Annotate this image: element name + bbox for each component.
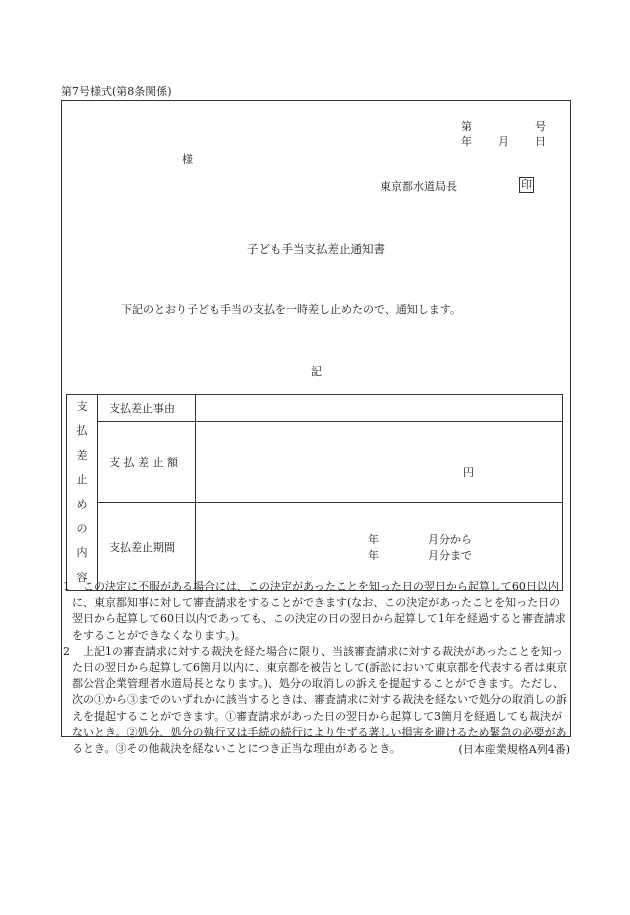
seal-text: 印 (521, 178, 532, 191)
seal-mark (519, 177, 534, 193)
number-prefix: 第 (461, 120, 472, 133)
date-month: 月 (498, 135, 509, 148)
notes-section (61, 579, 571, 757)
addressee-suffix: 様 (182, 153, 193, 166)
note-text: 上記1の審査請求に対する裁決を経た場合に限り、当該審査請求に対する裁決があったことを知った日の翌日から起算して6箇月以内に、東京都を被告として(訴訟において東京都を代表する者は東京都公営企業管理者水道局長となります。)、処分の取消しの訴えを提起することができます。ただし、次の①から③までのいずれかに該当するときは、審査請求に対する裁決を経ないで処分の取消しの訴えを提起することができます。①審査請求があった日の翌日から起算して3箇月を経過しても裁決がないとき。②処分、処分の執行又は手続の続行により生ずる著しい損害を避けるため緊急の必要があるとき。③その他裁決を経ないことにつき正当な理由があるとき。 (72, 644, 568, 756)
vertical-char: 内 (76, 546, 88, 560)
period-to-month: 月分まで (428, 549, 472, 563)
form-number-label: 第7号様式(第8条関係) (61, 85, 172, 98)
period-from-year: 年 (368, 533, 379, 547)
vertical-char: 容 (76, 570, 88, 584)
period-from-month: 月分から (428, 533, 472, 547)
vertical-label-cell (67, 395, 98, 591)
vertical-char: 差 (76, 448, 88, 462)
reason-label: 支払差止事由 (98, 395, 196, 422)
vertical-char: の (76, 522, 88, 536)
ki-label: 記 (311, 365, 322, 378)
vertical-char: 止 (76, 473, 88, 487)
note-number: 2 (63, 644, 70, 658)
note-number: 1 (63, 580, 70, 593)
document-title: 子ども手当支払差止通知書 (247, 242, 385, 256)
note-item (61, 579, 571, 644)
issuer-name: 東京都水道局長 (380, 180, 457, 193)
paper-size-note: (日本産業規格A列4番) (458, 743, 570, 756)
suspension-details-table (66, 394, 563, 591)
vertical-char: め (76, 497, 88, 511)
period-label: 支払差止期間 (98, 503, 196, 591)
period-to-year: 年 (368, 549, 379, 563)
date-day: 日 (535, 135, 546, 148)
note-text: この決定に不服がある場合には、この決定があったことを知った日の翌日から起算して60日以内に、東京都知事に対して審査請求をすることができます(なお、この決定があったことを知った日の翌日から起算して60日以内であっても、この決定の日の翌日から起算して1年を経過すると審査請求をすることができなくなります。)。 (72, 580, 566, 642)
amount-unit: 円 (463, 465, 474, 479)
period-value-cell (196, 503, 563, 591)
vertical-char: 支 (76, 400, 88, 413)
vertical-char: 払 (76, 424, 88, 438)
amount-value-cell (196, 421, 563, 503)
reason-value-cell (196, 395, 563, 422)
date-year: 年 (461, 135, 472, 148)
body-text: 下記のとおり子ども手当の支払を一時差し止めたので、通知します。 (121, 303, 461, 316)
amount-label: 支 払 差 止 額 (98, 421, 196, 503)
number-suffix: 号 (535, 120, 546, 133)
